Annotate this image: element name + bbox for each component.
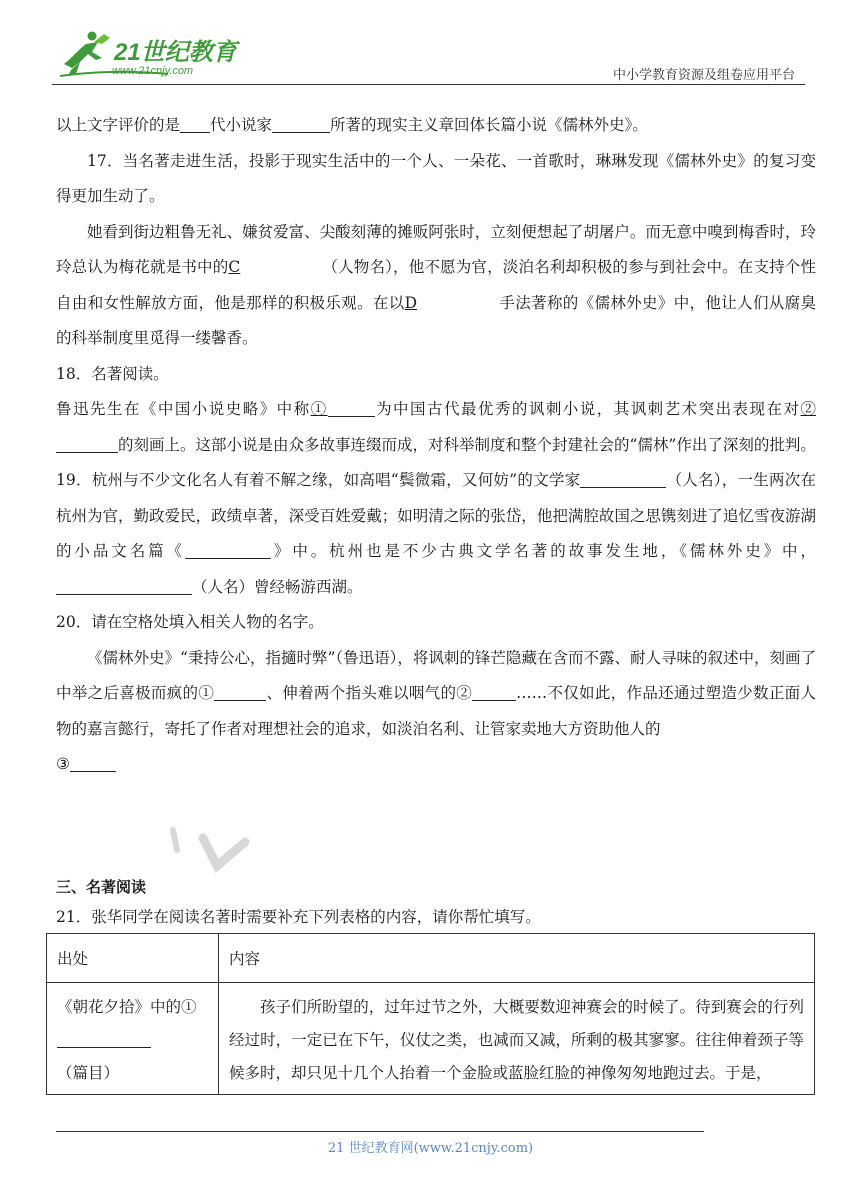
question-18-passage: 鲁迅先生在《中国小说史略》中称① 为中国古代最优秀的讽刺小说，其讽刺艺术突出表现在对②的刻画上。这部小说是由众多故事连缀而成，对科举制度和整个封建社会的“儒林”作出了深刻的批判。: [56, 400, 816, 454]
question-20-passage: 《儒林外史》“秉持公心，指擿时弊”（鲁迅语），将讽刺的锋芒隐藏在含而不露、耐人寻味的叙述中，刻画了中举之后喜极而疯的① 、伸着两个指头难以咽气的② ……不仅如此，作品还通过塑造少数正面人物的嘉言懿行，寄托了作者对理想社会的追求，如淡泊名利、让管家卖地大方资助他人的: [56, 648, 816, 738]
question-17: 17．当名著走进生活，投影于现实生活中的一个人、一朵花、一首歌时，琳琳发现《儒林外史》的复习变得更加生动了。: [56, 151, 816, 205]
blank-20-3[interactable]: [70, 755, 116, 772]
blank-c[interactable]: C: [228, 258, 241, 276]
question-21: 21．张华同学在阅读名著时需要补充下列表格的内容，请你帮忙填写。: [56, 908, 541, 926]
question-18: 18．名著阅读。: [56, 364, 169, 383]
table-header-content: 内容: [219, 934, 815, 983]
blank-20-2[interactable]: [472, 684, 516, 701]
blank-21-1[interactable]: [57, 1031, 151, 1048]
blank-d[interactable]: D: [404, 293, 418, 312]
question-19: 19．杭州与不少文化名人有着不解之缘，如高唱“鬓微霜，又何妨”的文学家 （人名），一生两次在杭州为官，勤政爱民，政绩卓著，深受百姓爱戴；如明清之际的张岱，他把满腔故国之思镌刻进了追忆雪夜游湖的小品文名篇《 》中。杭州也是不少古典文学名著的故事发生地，《儒林外史》中，（人名）曾经畅游西湖。: [56, 471, 816, 596]
footer-divider: [56, 1131, 704, 1132]
table-header-source: 出处: [47, 934, 219, 983]
blank-19-3[interactable]: [56, 578, 192, 595]
blank-19-1[interactable]: [580, 471, 666, 488]
svg-text:21世纪教育: 21世纪教育: [114, 39, 237, 66]
blank-20-1[interactable]: [214, 684, 266, 701]
section-3: [56, 872, 541, 932]
fill-table: [46, 933, 815, 1095]
question-20-tail: ③: [56, 747, 816, 783]
blank-18-1[interactable]: [328, 400, 375, 417]
question-17-passage: 她看到街边粗鲁无礼、嫌贫爱富、尖酸刻薄的摊贩阿张时，立刻便想起了胡屠户。而无意中嗅到梅香时，玲玲总认为梅花就是书中的C （人物名），他不愿为官，淡泊名利却积极的参与到社会中。在支持个性自由和女性解放方面，他是那样的积极乐观。在以D 手法著称的《儒林外史》中，他让人们从腐臭的科举制度里觅得一缕馨香。: [56, 222, 816, 347]
question-content: [56, 108, 816, 783]
blank-19-2[interactable]: [185, 542, 271, 559]
blank-18-2[interactable]: [56, 436, 118, 453]
table-cell-content: 孩子们所盼望的，过年过节之外，大概要数迎神赛会的时候了。待到赛会的行列经过时，一定已在下午，仪仗之类，也减而又减，所剩的极其寥寥。往往伸着颈子等候多时，却只见十几个人抬着一个金脸或蓝脸红脸的神像匆匆地跑过去。于是，: [219, 983, 815, 1095]
page-header: [0, 0, 861, 95]
site-logo[interactable]: [58, 30, 258, 85]
svg-text:www.21cnjy.com: www.21cnjy.com: [112, 65, 194, 77]
watermark-icon: [165, 820, 275, 880]
footer-link[interactable]: 21 世纪教育网(www.21cnjy.com): [327, 1141, 534, 1156]
line-q16-tail: 以上文字评价的是 代小说家 所著的现实主义章回体长篇小说《儒林外史》。: [56, 116, 648, 134]
header-divider: [52, 84, 805, 85]
question-20: 20．请在空格处填入相关人物的名字。: [56, 613, 324, 631]
table-row: [47, 983, 815, 1095]
table-cell-source: 《朝花夕拾》中的①（篇目）: [47, 983, 219, 1095]
blank-dynasty[interactable]: [180, 116, 210, 133]
section-title: 三、名著阅读: [56, 878, 147, 896]
platform-name: 中小学教育资源及组卷应用平台: [612, 68, 795, 83]
blank-novelist[interactable]: [272, 116, 330, 133]
runner-logo-icon: [58, 30, 258, 85]
table-header-row: [47, 934, 815, 983]
